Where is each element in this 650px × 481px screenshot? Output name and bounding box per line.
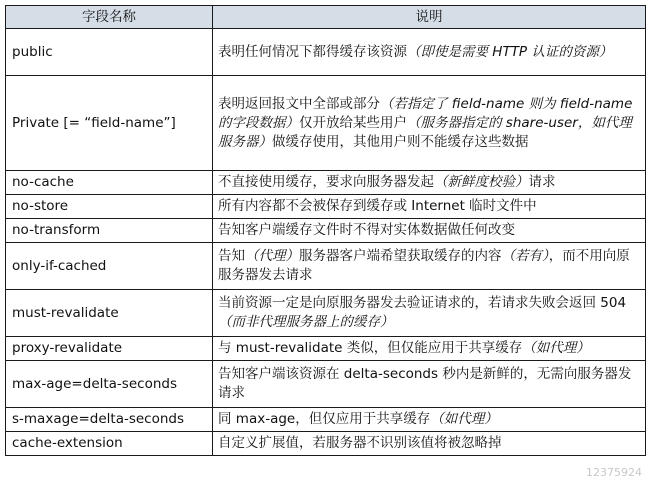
description-text: 当前资源一定是向原服务器发去验证请求的，若请求失败会返回 504: [218, 295, 627, 311]
table-row: [6, 76, 646, 171]
description-cell: [213, 171, 646, 195]
description-cell: [213, 243, 646, 290]
description-text: 同 max-age，但仅应用于共享缓存: [218, 411, 431, 427]
description-cell: [213, 29, 646, 76]
description-cell: [213, 290, 646, 337]
field-name-cell: must-revalidate: [6, 290, 213, 337]
table-header-row: [6, 6, 646, 29]
table-row: [6, 408, 646, 432]
description-cell: [213, 76, 646, 171]
description-text: 服务器客户端希望获取缓存的内容: [299, 248, 502, 264]
table-row: [6, 219, 646, 243]
field-name-cell: public: [6, 29, 213, 76]
table-row: [6, 171, 646, 195]
description-text: 仅开放给某些用户: [299, 114, 407, 131]
description-note: （代理）: [245, 248, 299, 264]
table-body: [6, 29, 646, 456]
description-note: （服务器指定的 share-user，如代理服务器）: [218, 114, 632, 150]
description-text: 所有内容都不会被保存到缓存或 Internet 临时文件中: [218, 198, 537, 214]
field-name-cell: proxy-revalidate: [6, 337, 213, 361]
description-text: 告知客户端缓存文件时不得对实体数据做任何改变: [218, 222, 515, 238]
description-text: 告知: [218, 248, 245, 264]
cache-control-table: [5, 5, 646, 456]
table-row: [6, 290, 646, 337]
description-note: （若有）: [501, 248, 549, 264]
header-field-name: 字段名称: [6, 6, 213, 29]
table-row: [6, 337, 646, 361]
description-text: 自定义扩展值，若服务器不识别该值将被忽略掉: [218, 435, 502, 451]
field-name-cell: only-if-cached: [6, 243, 213, 290]
description-cell: [213, 408, 646, 432]
description-text: 不直接使用缓存，要求向服务器发起: [218, 174, 434, 190]
table-row: [6, 195, 646, 219]
field-name-cell: no-transform: [6, 219, 213, 243]
field-name-cell: Private [= “field-name”]: [6, 76, 213, 171]
description-text: ，而不用向原服务器发去请求: [218, 248, 630, 283]
description-note: （即使是需要 HTTP 认证的资源）: [407, 43, 613, 60]
description-text: 与 must-revalidate 类似，但仅能应用于共享缓存: [218, 340, 523, 356]
description-cell: [213, 195, 646, 219]
description-note: （而非代理服务器上的缓存）: [218, 314, 394, 330]
description-note: （如代理）: [522, 340, 590, 356]
header-description: 说明: [213, 6, 646, 29]
description-note: （若指定了 field-name 则为 field-name 的字段数据）: [218, 95, 633, 131]
description-cell: [213, 432, 646, 456]
field-name-cell: no-cache: [6, 171, 213, 195]
field-name-cell: s-maxage=delta-seconds: [6, 408, 213, 432]
field-name-cell: cache-extension: [6, 432, 213, 456]
table-row: [6, 361, 646, 408]
table-row: [6, 29, 646, 76]
field-name-cell: no-store: [6, 195, 213, 219]
description-cell: [213, 361, 646, 408]
description-text: 请求: [528, 174, 556, 190]
description-text: 告知客户端该资源在 delta-seconds 秒内是新鲜的，无需向服务器发请求: [218, 366, 632, 401]
table-row: [6, 432, 646, 456]
watermark: 12375924: [586, 466, 642, 479]
description-cell: [213, 219, 646, 243]
field-name-cell: max-age=delta-seconds: [6, 361, 213, 408]
description-text: 表明返回报文中全部或部分: [218, 95, 380, 112]
description-note: （新鲜度校验）: [434, 174, 529, 190]
table-row: [6, 243, 646, 290]
description-cell: [213, 337, 646, 361]
description-note: （如代理）: [430, 411, 498, 427]
description-text: 做缓存使用，其他用户则不能缓存这些数据: [272, 133, 529, 150]
description-text: 表明任何情况下都得缓存该资源: [218, 43, 407, 60]
